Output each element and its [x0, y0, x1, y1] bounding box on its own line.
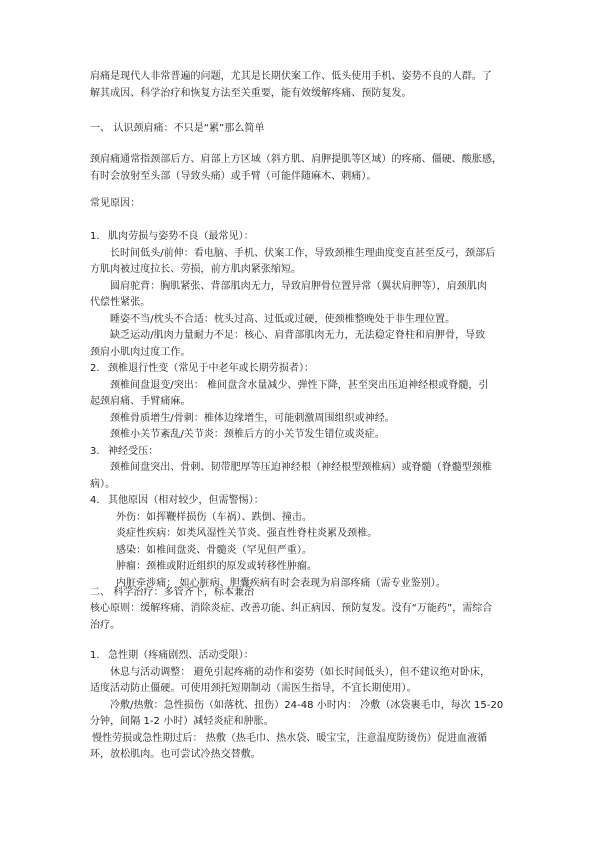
phase-title: 1. 急性期（疼痛剧烈、活动受限）： — [90, 650, 254, 661]
cause-line: 颈肩小肌肉过度工作。 — [90, 346, 191, 358]
phase-line: 休息与活动调整： 避免引起疼痛的动作和姿势（如长时间低头），但不建议绝对卧床， — [110, 666, 491, 678]
cause-line: 睡姿不当/枕头不合适：枕头过高、过低或过硬，使颈椎整晚处于非生理位置。 — [110, 313, 456, 325]
cause-line: 颈椎小关节紊乱/关节炎：颈椎后方的小关节发生错位或炎症。 — [110, 429, 385, 440]
causes-list — [90, 229, 508, 592]
cause-line: 内脏牵涉痛： 如心脏病、胆囊疾病有时会表现为肩部疼痛（需专业鉴别）。 — [116, 577, 446, 589]
phase-line: 冷敷/热敷：急性损伤（如落枕、扭伤）24-48 小时内： 冷敷（冰袋裹毛巾，每次 15-20 — [110, 699, 504, 711]
phase-line: 环，放松肌肉。也可尝试冷热交替敷。 — [90, 749, 261, 760]
phase-line: 慢性劳损或急性期过后： 热敷（热毛巾、热水袋、暖宝宝，注意温度防烫伤）促进血液循 — [92, 732, 488, 744]
principle-line: 核心原则：缓解疼痛、消除炎症、改善功能、纠正病因、预防复发。没有“万能药”，需综合 — [90, 603, 493, 614]
cause-line: 长时间低头/前伸：看电脑、手机、伏案工作，导致颈椎生理曲度变直甚至反弓，颈部后 — [110, 247, 496, 259]
cause-line: 颈椎间盘退变/突出： 椎间盘含水量减少、弹性下降，甚至突出压迫神经根或脊髓，引 — [110, 379, 489, 391]
cause-title: 4. 其他原因（相对较少，但需警惕）： — [90, 495, 264, 506]
definition-line: 有时会放射至头部（导致头痛）或手臂（可能伴随麻木、刺痛）。 — [90, 170, 377, 182]
cause-line: 感染：如椎间盘炎、骨髓炎（罕见但严重）。 — [116, 544, 312, 556]
intro-line: 解其成因、科学治疗和恢复方法至关重要，能有效缓解疼痛、预防复发。 — [90, 87, 412, 99]
cause-line: 方肌肉被过度拉长、劳损，前方肌肉紧张缩短。 — [90, 264, 302, 275]
causes-title: 常见原因： — [90, 198, 141, 209]
cause-line: 起颈肩痛、手臂痛麻。 — [90, 396, 191, 407]
phase-line: 分钟，间隔 1-2 小时）减轻炎症和肿胀。 — [90, 716, 274, 727]
section1-heading: 一、 认识颈肩痛：不只是“累”那么简单 — [90, 123, 265, 134]
definition-line: 颈肩痛通常指颈部后方、肩部上方区域（斜方肌、肩胛提肌等区域）的疼痛、僵硬、酸胀感， — [90, 154, 503, 165]
section1-definition — [90, 152, 508, 185]
cause-title: 2. 颈椎退行性变（常见于中老年或长期劳损者）： — [90, 363, 315, 374]
intro-paragraph — [90, 69, 508, 102]
cause-line: 代偿性紧张。 — [90, 297, 151, 308]
cause-line: 颈椎骨质增生/骨刺：椎体边缘增生，可能刺激周围组织或神经。 — [110, 412, 395, 424]
phase-line: 适度活动防止僵硬。可使用颈托短期制动（需医生指导，不宜长期使用）。 — [90, 683, 417, 694]
cause-line: 外伤：如挥鞭样损伤（车祸）、跌倒、撞击。 — [116, 511, 312, 523]
cause-line: 缺乏运动/肌肉力量耐力不足：核心、肩背部肌肉无力，无法稳定脊柱和肩胛骨，导致 — [110, 330, 486, 341]
phase1-block — [90, 648, 508, 764]
cause-title: 3. 神经受压： — [90, 445, 159, 457]
section2-heading: 二、 科学治疗：多管齐下，标本兼治 — [90, 587, 255, 598]
cause-line: 圆肩驼背：胸肌紧张、背部肌肉无力，导致肩胛骨位置异常（翼状肩胛等），肩颈肌肉 — [110, 280, 487, 292]
cause-line: 肿瘤：颈椎或附近组织的原发或转移性肿瘤。 — [116, 561, 317, 572]
cause-title: 1. 肌肉劳损与姿势不良（最常见）： — [90, 231, 254, 242]
principle-line: 治疗。 — [90, 619, 121, 631]
cause-line: 病）。 — [90, 478, 116, 490]
cause-line: 炎症性疾病：如类风湿性关节炎、强直性脊柱炎累及颈椎。 — [116, 528, 378, 539]
section2-principle — [90, 601, 508, 634]
intro-line: 肩痛是现代人非常普遍的问题，尤其是长期伏案工作、低头使用手机、姿势不良的人群。了 — [90, 71, 492, 82]
cause-line: 颈椎间盘突出、骨刺、韧带肥厚等压迫神经根（神经根型颈椎病）或脊髓（脊髓型颈椎 — [110, 462, 492, 473]
